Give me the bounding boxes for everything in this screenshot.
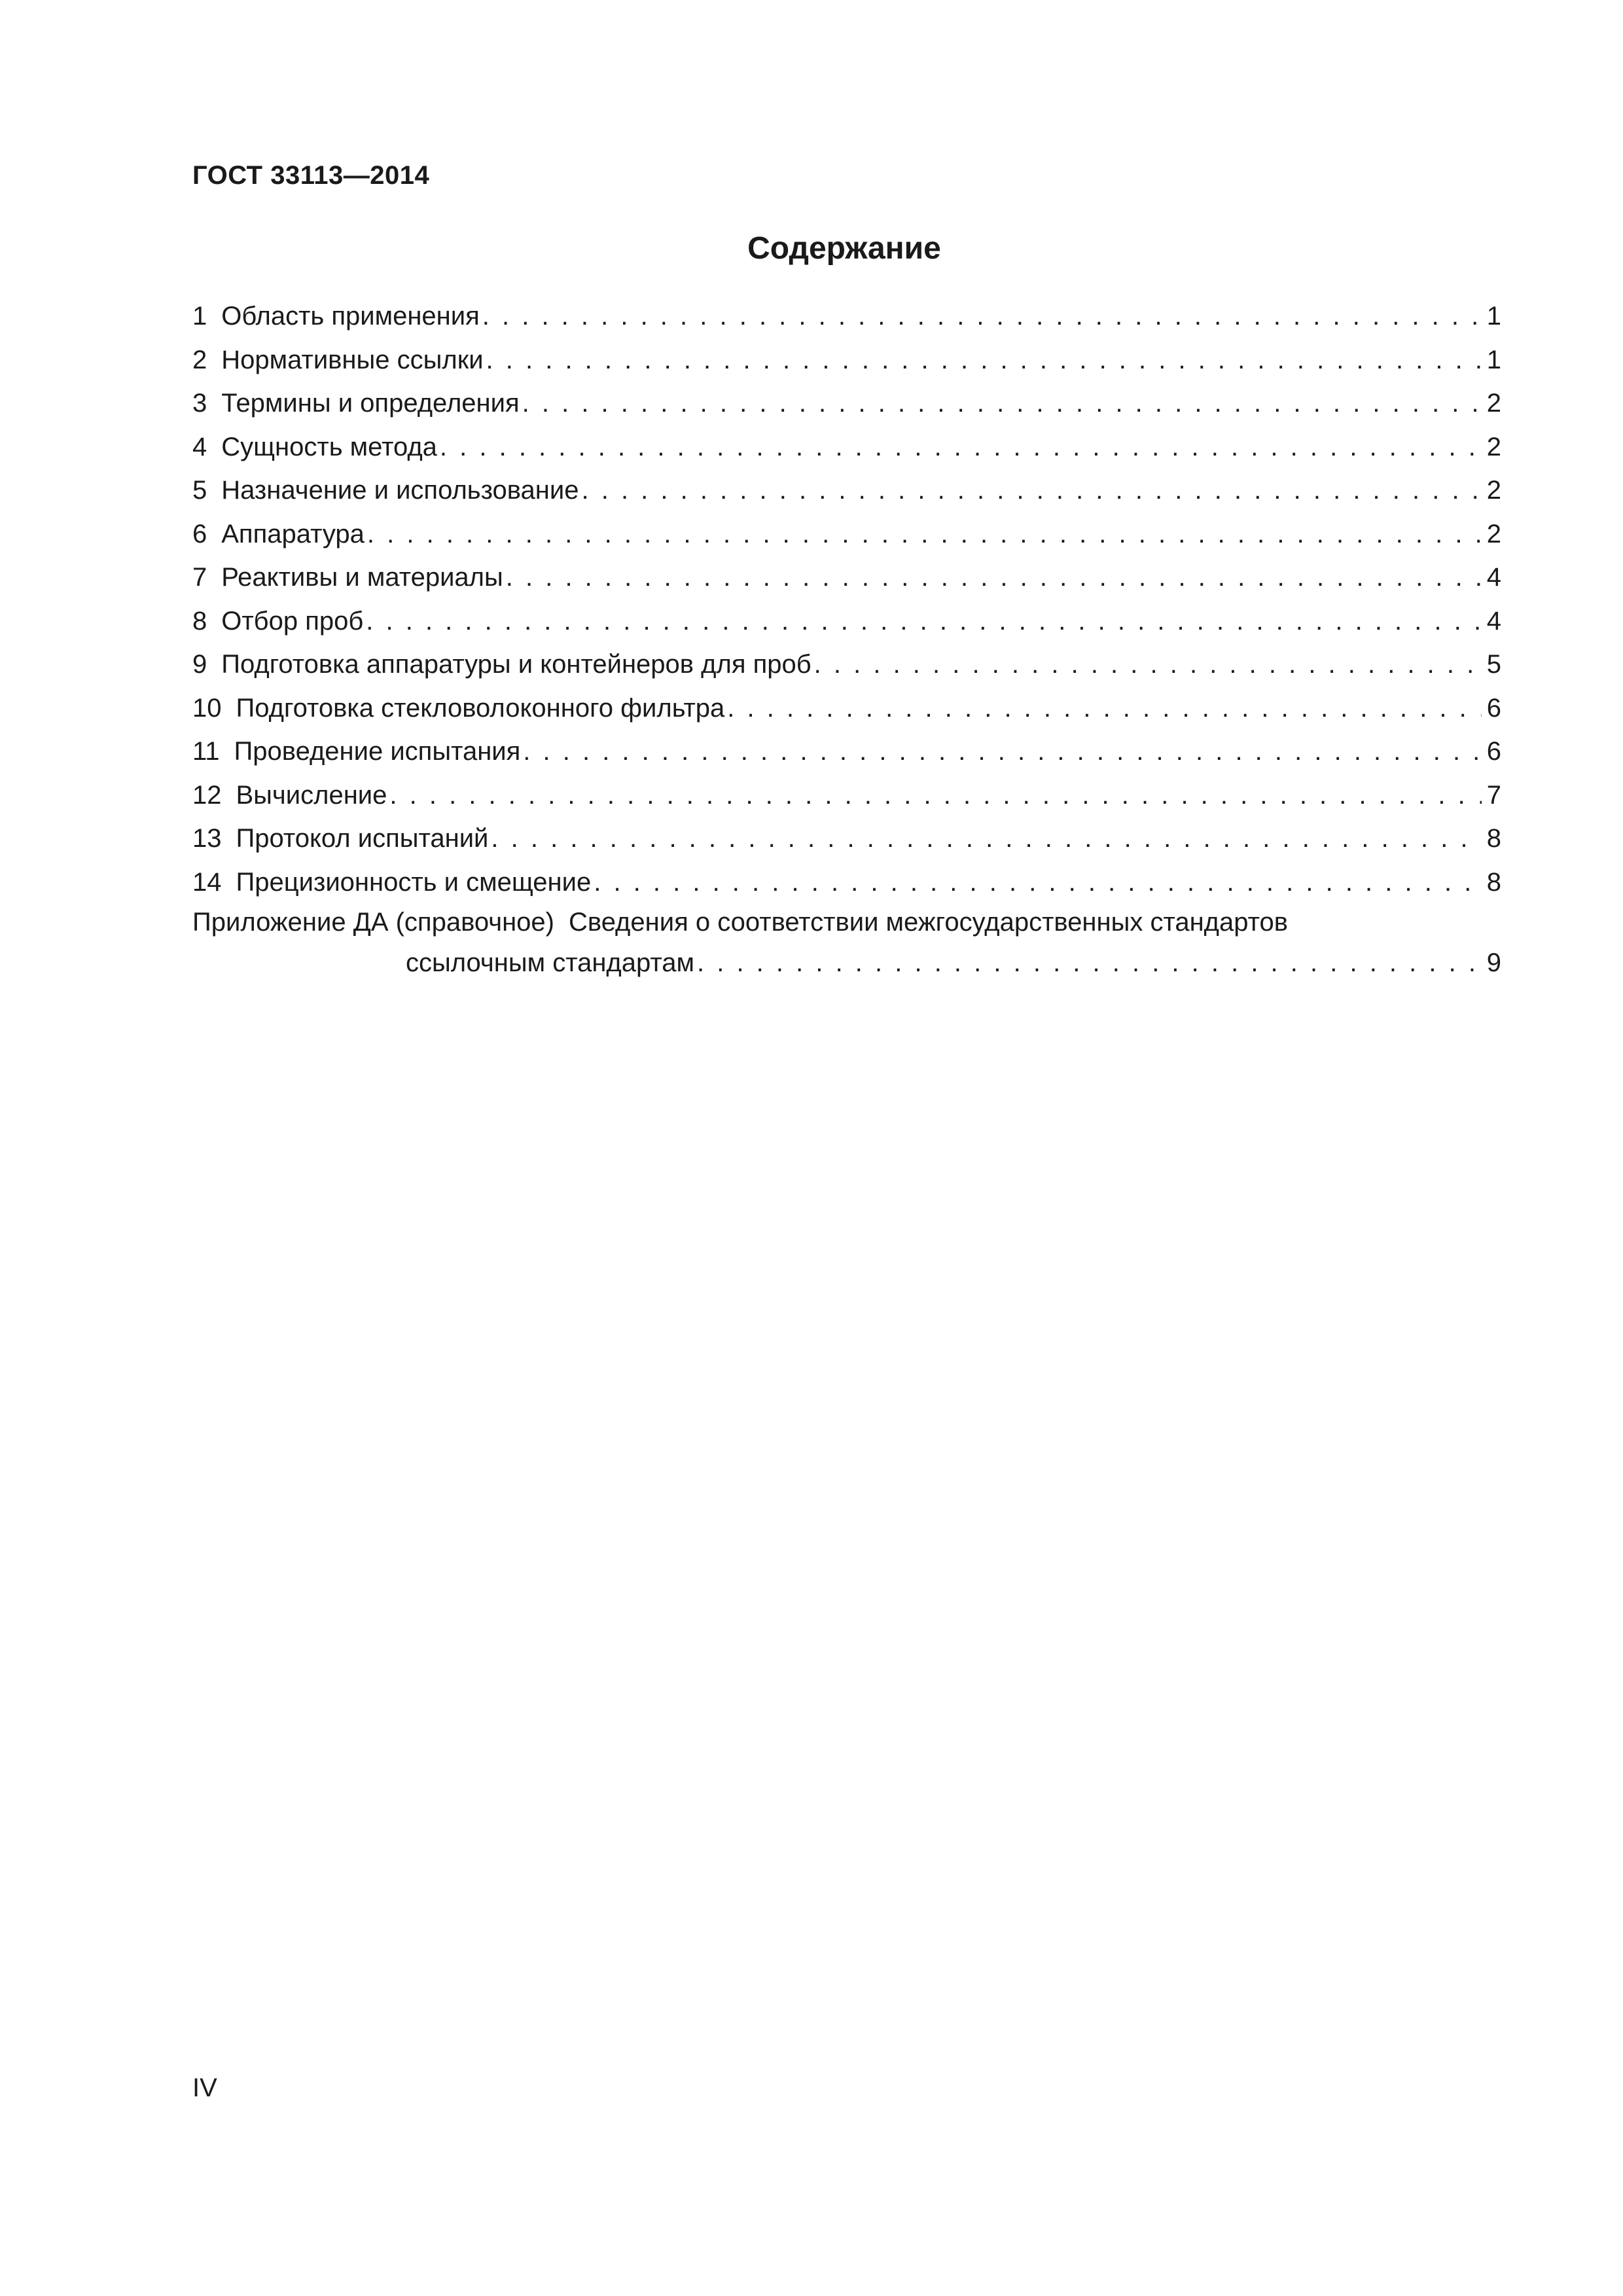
toc-leader-dots [491, 817, 1482, 861]
toc-entry-number: 13 [192, 824, 222, 853]
toc-entry-number: 6 [192, 519, 207, 548]
toc-entry-title: Протокол испытаний [236, 824, 489, 853]
toc-entry[interactable] [192, 643, 1501, 687]
appendix-page-number: 9 [1486, 948, 1501, 977]
toc-entry[interactable] [192, 512, 1501, 556]
toc-entry[interactable] [192, 469, 1501, 512]
page-number-footer: IV [192, 2073, 217, 2102]
toc-leader-dots [389, 774, 1482, 817]
toc-entry[interactable] [192, 817, 1501, 861]
toc-entry-number: 10 [192, 693, 222, 723]
toc-entry-page-number: 8 [1486, 867, 1501, 897]
toc-entry-page-number: 4 [1486, 606, 1501, 636]
toc-entry-title: Реактивы и материалы [221, 563, 503, 592]
toc-entry-page-number: 2 [1486, 519, 1501, 548]
toc-entry-number: 4 [192, 432, 207, 461]
toc-entry-number: 2 [192, 345, 207, 374]
toc-entry-number: 11 [192, 737, 220, 766]
toc-entry[interactable] [192, 600, 1501, 643]
table-of-contents [192, 295, 1501, 985]
toc-entry-title: Отбор проб [221, 606, 364, 636]
toc-entry-title: Назначение и использование [221, 476, 579, 505]
toc-entry-page-number: 1 [1486, 302, 1501, 331]
toc-entry-page-number: 6 [1486, 693, 1501, 723]
toc-entry-number: 3 [192, 389, 207, 418]
toc-leader-dots [506, 556, 1482, 600]
toc-entry-number: 12 [192, 780, 222, 810]
toc-entry-title: Сущность метода [221, 432, 437, 461]
toc-leader-dots [486, 338, 1482, 382]
toc-title: Содержание [747, 231, 941, 266]
toc-leader-dots [594, 861, 1482, 905]
toc-leader-dots [440, 425, 1482, 469]
toc-leader-dots [522, 382, 1482, 425]
toc-entry-title: Нормативные ссылки [221, 345, 484, 374]
toc-entry-page-number: 5 [1486, 650, 1501, 679]
toc-leader-dots [727, 687, 1482, 730]
appendix-title-line1: Сведения о соответствии межгосударственных стандартов [569, 908, 1289, 937]
toc-leader-dots [482, 295, 1482, 338]
toc-entry-page-number: 2 [1486, 476, 1501, 505]
toc-leader-dots [814, 643, 1482, 687]
toc-entry-page-number: 2 [1486, 432, 1501, 461]
toc-entry-title: Аппаратура [221, 519, 365, 548]
appendix-second-line [192, 941, 1501, 985]
toc-entry[interactable] [192, 730, 1501, 774]
toc-entry-page-number: 7 [1486, 780, 1501, 810]
toc-entry-number: 8 [192, 606, 207, 636]
toc-entry-page-number: 6 [1486, 737, 1501, 766]
toc-entry-page-number: 4 [1486, 563, 1501, 592]
toc-entry[interactable] [192, 687, 1501, 730]
toc-entry-page-number: 2 [1486, 389, 1501, 418]
toc-entry-title: Подготовка стекловолоконного фильтра [236, 693, 725, 723]
toc-appendix[interactable] [192, 904, 1501, 985]
toc-entry-page-number: 1 [1486, 345, 1501, 374]
toc-items [192, 295, 1501, 904]
toc-leader-dots [366, 600, 1482, 643]
toc-entry[interactable] [192, 861, 1501, 905]
toc-entry[interactable] [192, 338, 1501, 382]
toc-entry-title: Область применения [221, 302, 480, 331]
toc-entry[interactable] [192, 295, 1501, 338]
toc-entry-title: Термины и определения [221, 389, 520, 418]
document-code: ГОСТ 33113—2014 [192, 161, 430, 190]
toc-entry[interactable] [192, 382, 1501, 425]
toc-entry-number: 5 [192, 476, 207, 505]
toc-entry-number: 7 [192, 563, 207, 592]
toc-entry-number: 14 [192, 867, 222, 897]
toc-entry-title: Проведение испытания [234, 737, 521, 766]
toc-entry[interactable] [192, 774, 1501, 817]
appendix-prefix: Приложение ДА (справочное) [192, 908, 554, 937]
toc-leader-dots [367, 512, 1482, 556]
toc-entry[interactable] [192, 556, 1501, 600]
toc-leader-dots [523, 730, 1482, 774]
toc-entry-page-number: 8 [1486, 824, 1501, 853]
toc-entry-title: Прецизионность и смещение [236, 867, 592, 897]
toc-leader-dots [581, 469, 1482, 512]
toc-entry[interactable] [192, 425, 1501, 469]
toc-entry-title: Подготовка аппаратуры и контейнеров для проб [221, 650, 812, 679]
toc-entry-title: Вычисление [236, 780, 387, 810]
toc-leader-dots [697, 941, 1482, 985]
appendix-title-line2: ссылочным стандартам [406, 948, 694, 977]
appendix-first-line [192, 904, 1501, 941]
toc-entry-number: 1 [192, 302, 207, 331]
toc-entry-number: 9 [192, 650, 207, 679]
